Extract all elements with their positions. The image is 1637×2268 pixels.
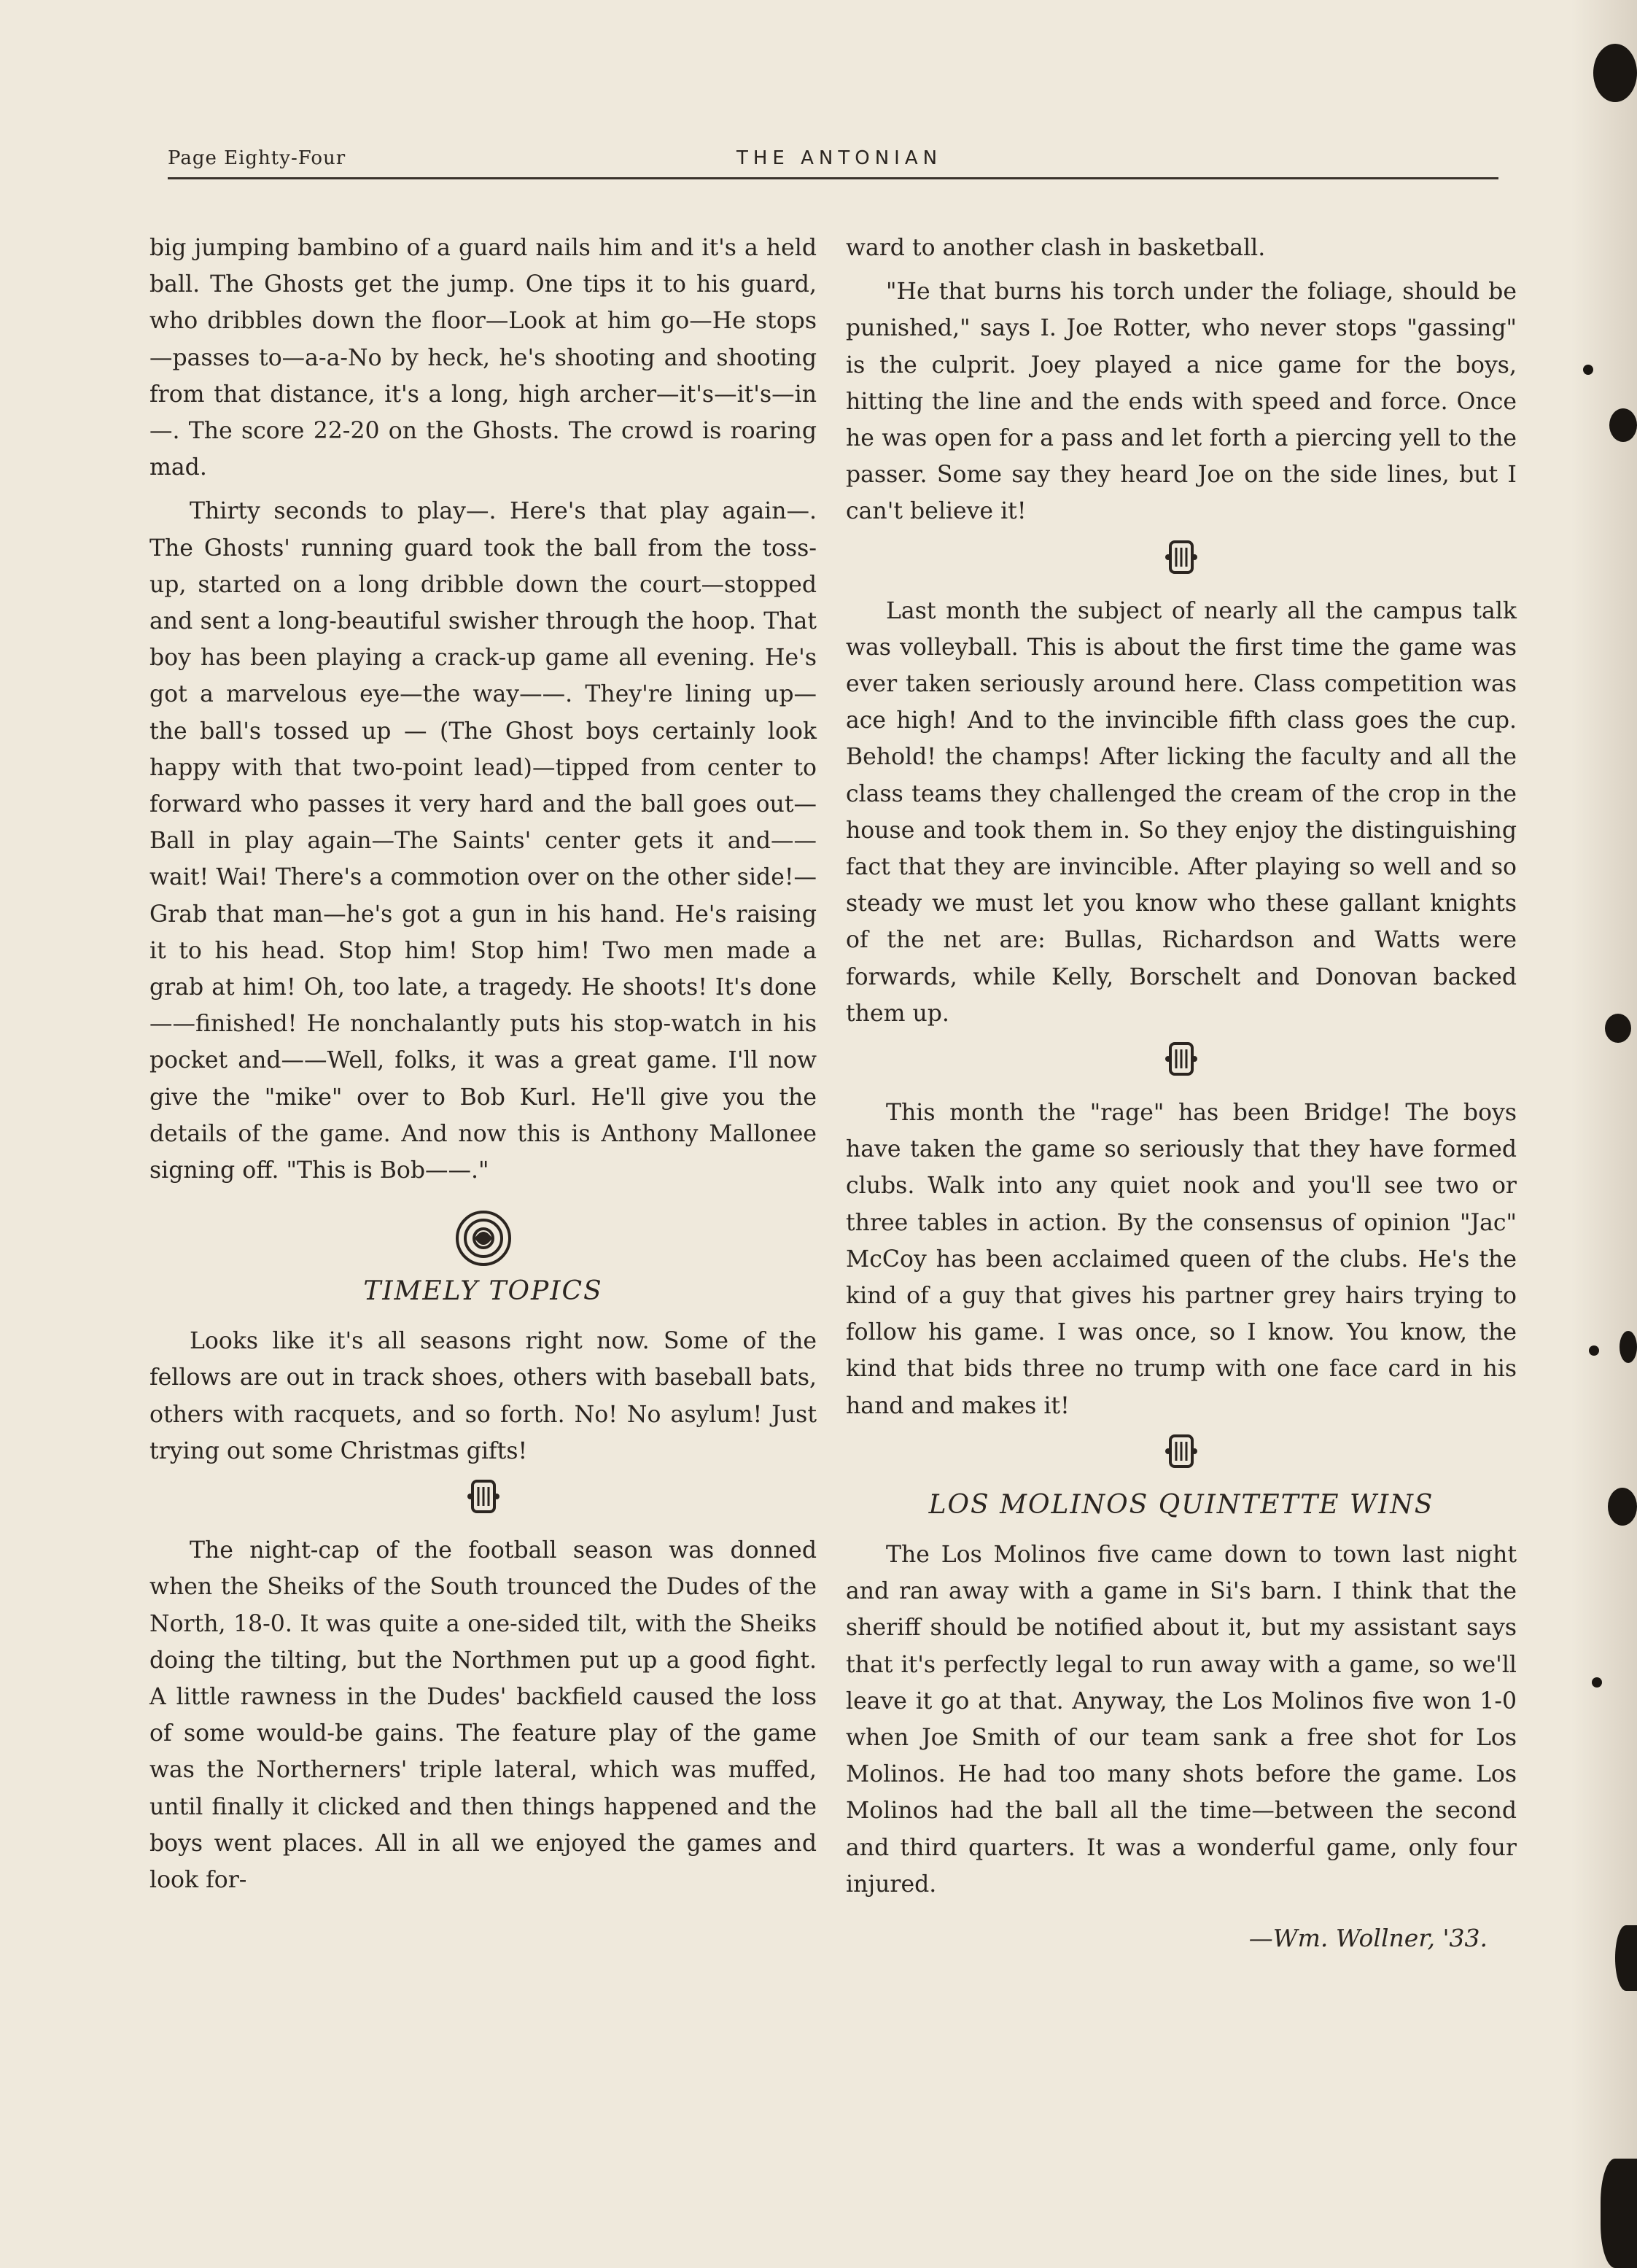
edge-damage <box>1593 44 1637 102</box>
edge-damage <box>1609 408 1637 442</box>
signature: —Wm. Wollner, '33. <box>1248 1923 1488 1952</box>
paragraph: big jumping bambino of a guard nails him and it's a held ball. The Ghosts get the jump. One tips it to his guard, who dribbles down the floor—Look at him go—He stops—passes to—a-a-No by heck, he's shooting and shooting from that distance, it's a long, high archer—it's—it's—in—. The score 22-20 on the Ghosts. The crowd is roaring mad. <box>149 235 817 481</box>
edge-mark <box>1589 1345 1599 1356</box>
edge-damage <box>1605 1014 1631 1043</box>
paragraph: "He that burns his torch under the foliage, should be punished," says I. Joe Rotter, who never stops "gassing" is the culprit. Joey played a nice game for the boys, hitting the line and the ends with speed and force. Once he was open for a pass and let forth a piercing yell to the passer. Some say they heard Joe on the side lines, but I can't believe it! <box>846 279 1517 525</box>
edge-mark <box>1592 1677 1602 1688</box>
scroll-ornament-icon <box>846 1432 1517 1475</box>
paragraph: ward to another clash in basketball. <box>846 235 1266 261</box>
edge-damage <box>1608 1488 1637 1526</box>
paragraph: Thirty seconds to play—. Here's that play again—. The Ghosts' running guard took the ball from the toss-up, started on a long dribble down the court—stopped and sent a long-beautiful swisher through the hoop. That boy has been playing a crack-up game all evening. He's got a marvelous eye—the way——. They're lining up—the ball's tossed up — (The Ghost boys certainly look happy with that two-point lead)—tipped from center to forward who passes it very hard and the ball goes out—Ball in play again—The Saints' center gets it and——wait! Wai! There's a commotion over on the other side!—Grab that man—he's got a gun in his hand. He's raising it to his head. Stop him! Stop him! Two men made a grab at him! Oh, too late, a tragedy. He shoots! It's done——finished! He nonchalantly puts his stop-watch in his pocket and——Well, folks, it was a great game. I'll now give the "mike" over to Bob Kurl. He'll give you the details of the game. And now this is Anthony Mallonee signing off. "This is Bob——." <box>149 498 817 1184</box>
edge-damage <box>1615 1925 1637 1991</box>
rose-ornament-icon <box>149 1208 817 1269</box>
page-number: Page Eighty-Four <box>168 147 346 169</box>
scroll-ornament-icon <box>149 1477 817 1521</box>
paragraph: The Los Molinos five came down to town last night and ran away with a game in Si's barn. I think that the sheriff should be notified about it, but my assistant says that it's perfectly legal to run away with a game, so we'll leave it go at that. Anyway, the Los Molinos five won 1-0 when Joe Smith of our team sank a free shot for Los Molinos. He had too many shots before the game. Los Molinos had the ball all the time—between the second and third quarters. It was a wonderful game, only four injured. <box>846 1541 1517 1898</box>
section-title-los-molinos: LOS MOLINOS QUINTETTE WINS <box>928 1489 1434 1520</box>
header-rule <box>168 177 1498 179</box>
right-column <box>846 230 1517 1957</box>
edge-damage <box>1619 1331 1637 1363</box>
left-column <box>149 230 817 1906</box>
section-title-timely-topics: TIMELY TOPICS <box>363 1276 603 1307</box>
paragraph: The night-cap of the football season was donned when the Sheiks of the South trounced the Dudes of the North, 18-0. It was quite a one-sided tilt, with the Sheiks doing the tilting, but the Northmen put up a good fight. A little rawness in the Dudes' backfield caused the loss of some would-be gains. The feature play of the game was the Northerners' triple lateral, which was muffed, until finally it clicked and then things happened and the boys went places. All in all we enjoyed the games and look for- <box>149 1537 817 1893</box>
paragraph: Last month the subject of nearly all the campus talk was volleyball. This is about the first time the game was ever taken seriously around here. Class competition was ace high! And to the invincible fifth class goes the cup. Behold! the champs! After licking the faculty and all the class teams they challenged the cream of the crop in the house and took them in. So they enjoy the distinguishing fact that they are invincible. After playing so well and so steady we must let you know who these gallant knights of the net are: Bullas, Richardson and Watts were forwards, while Kelly, Borschelt and Donovan backed them up. <box>846 597 1517 1027</box>
page-header <box>168 147 1498 175</box>
scroll-ornament-icon <box>846 1039 1517 1083</box>
paragraph: Looks like it's all seasons right now. Some of the fellows are out in track shoes, others with baseball bats, others with racquets, and so forth. No! No asylum! Just trying out some Christmas gifts! <box>149 1328 817 1464</box>
scroll-ornament-icon <box>846 537 1517 581</box>
edge-mark <box>1583 365 1593 375</box>
edge-damage <box>1601 2159 1637 2268</box>
paragraph: This month the "rage" has been Bridge! The boys have taken the game so seriously that they have formed clubs. Walk into any quiet nook and you'll see two or three tables in action. By the consensus of opinion "Jac" McCoy has been acclaimed queen of the clubs. He's the kind of a guy that gives his partner grey hairs trying to follow his game. I was once, so I know. You know, the kind that bids three no trump with one face card in his hand and makes it! <box>846 1100 1517 1419</box>
publication-title: THE ANTONIAN <box>736 147 943 169</box>
